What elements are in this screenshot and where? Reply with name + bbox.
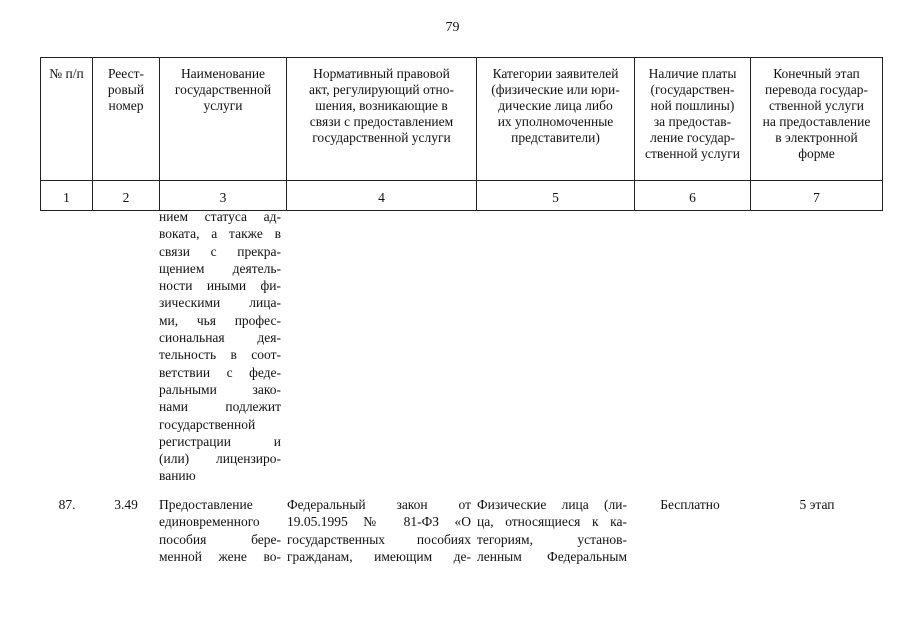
service-name-line: пособия бере-: [159, 531, 281, 547]
page-number: 79: [445, 20, 460, 35]
applicants-line: Физические лица (ли-: [477, 497, 627, 512]
column-number-5: 5: [477, 181, 635, 211]
continuation-service-name: [159, 208, 281, 485]
row-87-service-name: [159, 496, 281, 565]
column-number-2: 2: [93, 181, 160, 211]
row-87-fee: [634, 496, 746, 513]
continuation-line: ности иными фи-: [159, 278, 281, 294]
continuation-line: регистрации и: [159, 433, 281, 449]
row-87-registry: [106, 496, 146, 513]
continuation-line: связи с прекра-: [159, 243, 281, 259]
fee-value: Бесплатно: [660, 497, 720, 512]
continuation-line: щением деятель-: [159, 260, 281, 276]
services-table-header: [40, 57, 883, 211]
service-name-line: единовременного: [159, 514, 260, 530]
header-cell-7: Конечный этап перевода государ- ственной услуги на предоставление в электронной форме: [751, 58, 883, 181]
service-name-line: Предоставление: [159, 497, 253, 512]
continuation-line: ванию: [159, 468, 196, 484]
header-cell-5: Категории заявителей (физические или юри- дические лица либо их уполномоченные представители): [477, 58, 635, 181]
header-cell-1: № п/п: [41, 58, 93, 181]
column-number-4: 4: [287, 181, 477, 211]
applicants-line: ца, относящиеся к ка-: [477, 514, 627, 530]
continuation-line: зическими лица-: [159, 295, 281, 311]
legal-act-line: Федеральный закон от: [287, 497, 471, 512]
continuation-line: нами подлежит: [159, 399, 281, 415]
column-number-1: 1: [41, 181, 93, 211]
continuation-line: государственной: [159, 416, 256, 432]
applicants-line: тегориям, установ-: [477, 531, 627, 547]
continuation-line: тельность в соот-: [159, 347, 281, 363]
header-cell-6: Наличие платы (государствен- ной пошлины) за предостав- ление государ- ственной услуги: [635, 58, 751, 181]
continuation-line: сиональная дея-: [159, 330, 281, 346]
row-87-stage: [752, 496, 882, 513]
header-row: [41, 58, 883, 181]
continuation-line: ральными зако-: [159, 381, 281, 397]
applicants-line: ленным Федеральным: [477, 548, 627, 564]
registry-number: 3.49: [114, 497, 138, 512]
continuation-line: нием статуса ад-: [159, 209, 281, 224]
legal-act-line: гражданам, имеющим де-: [287, 548, 471, 564]
continuation-line: ветствии с феде-: [159, 364, 281, 380]
row-87-legal-act: [287, 496, 471, 565]
continuation-line: (или) лицензиро-: [159, 451, 281, 467]
continuation-line: воката, а также в: [159, 226, 281, 242]
row-87-applicants: [477, 496, 627, 565]
row-87-number: [52, 496, 82, 513]
row-number: 87.: [58, 497, 76, 512]
legal-act-line: 19.05.1995 № 81-ФЗ «О: [287, 514, 471, 530]
column-number-3: 3: [160, 181, 287, 211]
column-number-7: 7: [751, 181, 883, 211]
continuation-line: ми, чья профес-: [159, 312, 281, 328]
column-number-6: 6: [635, 181, 751, 211]
service-name-line: менной жене во-: [159, 548, 281, 564]
column-number-row: [41, 181, 883, 211]
legal-act-line: государственных пособиях: [287, 531, 471, 547]
stage-value: 5 этап: [799, 497, 835, 512]
header-cell-4: Нормативный правовой акт, регулирующий отно- шения, возникающие в связи с предоставлением государственной услуги: [287, 58, 477, 181]
header-cell-3: Наименование государственной услуги: [160, 58, 287, 181]
header-cell-2: Реест- ровый номер: [93, 58, 160, 181]
